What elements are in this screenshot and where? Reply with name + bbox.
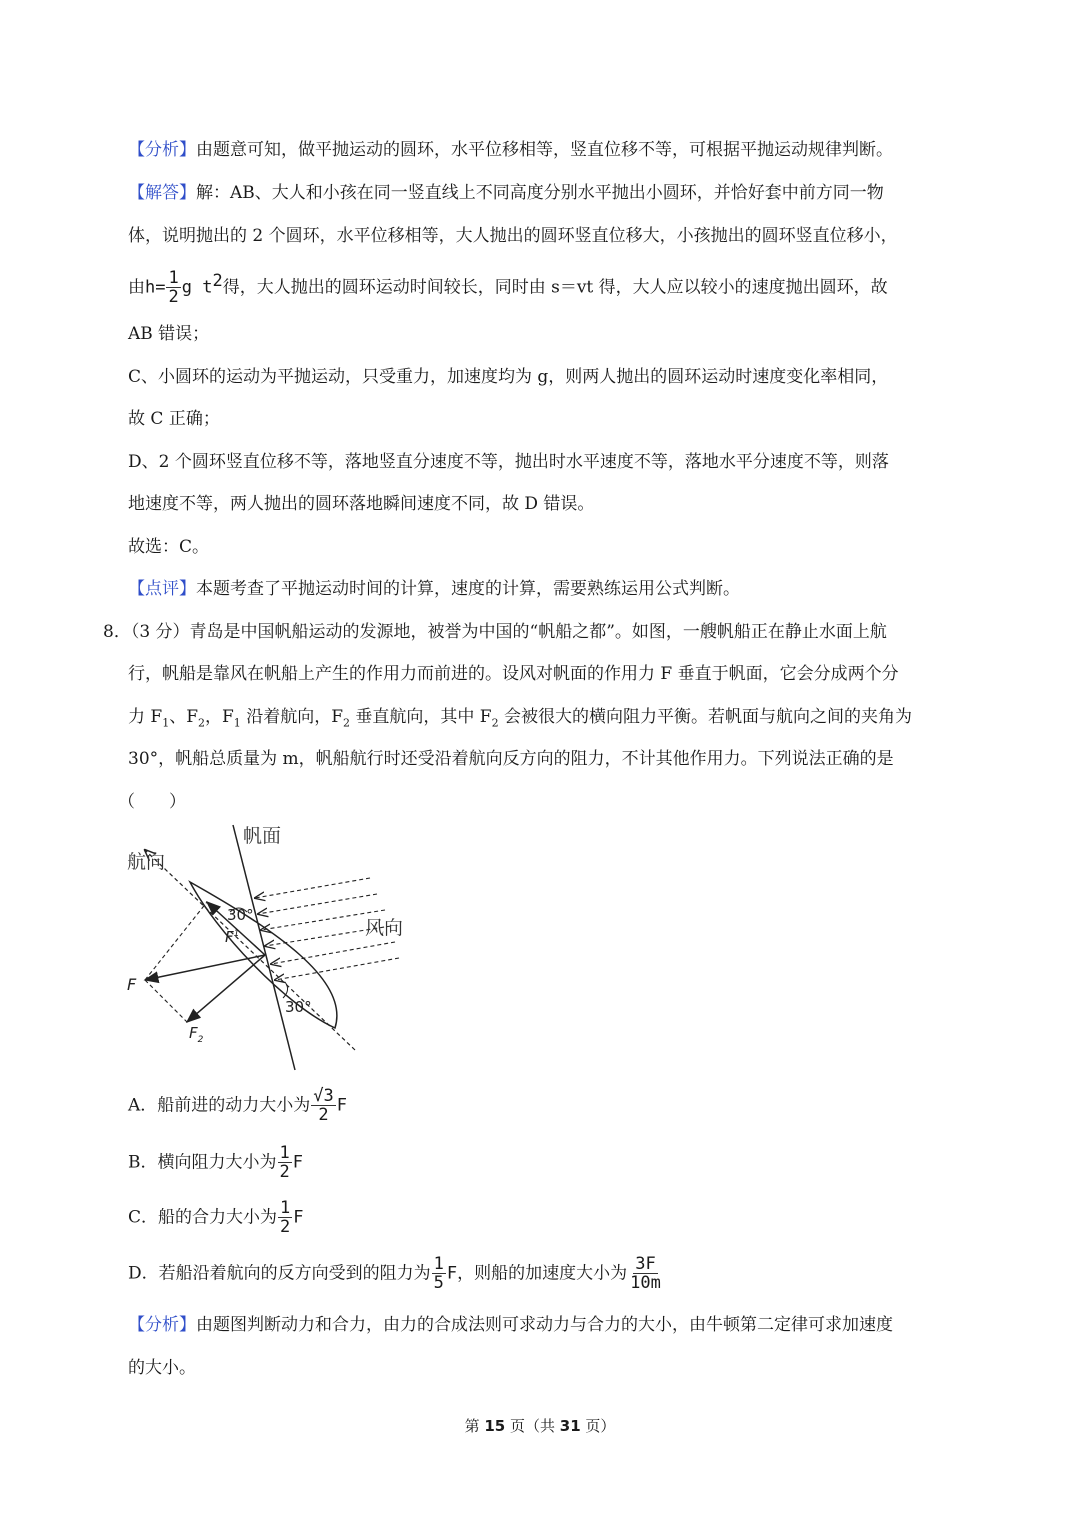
- q8-l3-sub1: 1: [162, 716, 170, 730]
- label-F2-main: F: [189, 1024, 198, 1042]
- option-d-den: 5: [433, 1273, 444, 1293]
- question-8-line-3: [128, 705, 912, 735]
- option-a-fraction: [311, 1088, 335, 1124]
- analysis-2-text-1: 由题图判断动力和合力，由力的合成法则可求动力与合力的大小，由牛顿第二定律可求加速度: [196, 1315, 893, 1335]
- option-d-mid: ，则船的加速度大小为: [457, 1263, 628, 1284]
- review-tag: 【点评】: [128, 579, 196, 599]
- answer-line-2: 体，说明抛出的 2 个圆环，水平位移相等，大人抛出的圆环竖直位移大，小孩抛出的圆环竖直位移小，: [128, 226, 898, 246]
- option-d-fraction-1: [432, 1256, 446, 1292]
- answer-line-6: 故 C 正确；: [128, 409, 220, 429]
- review-text: 本题考查了平抛运动时间的计算，速度的计算，需要熟练运用公式判断。: [196, 579, 740, 599]
- label-F2-sub: 2: [197, 1035, 204, 1045]
- q8-l3-sub3: 1: [233, 716, 241, 730]
- answer-text-1: 解：AB、大人和小孩在同一竖直线上不同高度分别水平抛出小圆环，并恰好套中前方同一物: [196, 183, 884, 203]
- analysis-2-tag: 【分析】: [128, 1315, 196, 1335]
- footer-page-number: 15: [484, 1417, 506, 1435]
- option-c-after: F: [293, 1207, 304, 1228]
- option-b-fraction: [278, 1145, 292, 1181]
- footer-total-pages: 31: [559, 1417, 581, 1435]
- answer-line-3: [128, 266, 888, 306]
- fraction-numerator: 1: [168, 268, 179, 289]
- option-b-den: 2: [279, 1162, 290, 1182]
- answer-tag: 【解答】: [128, 183, 196, 203]
- label-wind: 风向: [365, 917, 404, 939]
- q8-l3-sub5: 2: [491, 716, 499, 730]
- analysis-paragraph: [128, 138, 893, 162]
- option-a: [128, 1088, 347, 1124]
- page-footer: [0, 1416, 1080, 1436]
- question-8-line-2: 行，帆船是靠风在帆船上产生的作用力而前进的。设风对帆面的作用力 F 垂直于帆面，它会分成两个分: [128, 664, 899, 684]
- q8-l3-sub2: 2: [198, 716, 205, 730]
- question-text-1: （3 分）青岛是中国帆船运动的发源地，被誉为中国的“帆船之都”。如图，一艘帆船正在静止水面上航: [130, 622, 887, 642]
- answer-line-1: [128, 181, 884, 205]
- label-sail: 帆面: [243, 825, 282, 847]
- label-F1-main: F: [225, 928, 234, 946]
- review-paragraph: [128, 577, 740, 601]
- footer-mid: 页（共: [505, 1417, 560, 1435]
- analysis-text: 由题意可知，做平抛运动的圆环，水平位移相等，竖直位移不等，可根据平抛运动规律判断。: [196, 140, 893, 160]
- label-heading: 航向: [127, 851, 166, 873]
- answer-text-3-post: 得，大人抛出的圆环运动时间较长，同时由 s＝vt 得，大人应以较小的速度抛出圆环，故: [222, 277, 888, 298]
- option-d-num2: 3F: [635, 1254, 656, 1274]
- label-F: F: [127, 975, 137, 994]
- analysis-tag: 【分析】: [128, 140, 196, 160]
- q8-l3-c: ，F: [205, 707, 234, 727]
- question-8-line-4: 30°，帆船总质量为 m，帆船航行时还受沿着航向反方向的阻力，不计其他作用力。下列说法正确的是: [128, 749, 894, 769]
- q8-l3-a: 力 F: [128, 707, 163, 727]
- sail-line: [233, 825, 295, 1070]
- option-d-after: F: [446, 1263, 458, 1284]
- option-c-label: C．船的合力大小为: [128, 1207, 278, 1228]
- option-c: [128, 1200, 304, 1236]
- formula-exponent: 2: [212, 271, 223, 291]
- option-a-after: F: [336, 1095, 348, 1116]
- option-c-den: 2: [280, 1217, 291, 1237]
- footer-post: 页）: [580, 1417, 616, 1435]
- footer-pre: 第: [464, 1417, 485, 1435]
- option-b: [128, 1145, 303, 1181]
- force-F-arrow: [145, 955, 265, 980]
- parallelogram-side-2: [145, 980, 187, 1022]
- answer-line-7: D、2 个圆环竖直位移不等，落地竖直分速度不等，抛出时水平速度不等，落地水平分速度不等，则落: [128, 452, 889, 472]
- option-d-num: 1: [433, 1254, 444, 1274]
- q8-l3-b: 、F: [169, 707, 198, 727]
- q8-l3-e: 垂直航向，其中 F: [350, 707, 492, 727]
- analysis-2-line-2: 的大小。: [128, 1358, 196, 1378]
- answer-line-8: 地速度不等，两人抛出的圆环落地瞬间速度不同，故 D 错误。: [128, 494, 595, 514]
- answer-line-9: 故选：C。: [128, 537, 210, 557]
- fraction-denominator: 2: [168, 287, 179, 308]
- option-d-den2: 10m: [630, 1273, 661, 1293]
- option-a-den: 2: [318, 1105, 329, 1125]
- analysis-2-line-1: [128, 1313, 893, 1337]
- question-8-line-5: （ ）: [118, 792, 186, 812]
- heading-line: [145, 850, 355, 1050]
- label-F2: [189, 1024, 204, 1045]
- answer-line-5: C、小圆环的运动为平抛运动，只受重力，加速度均为 g，则两人抛出的圆环运动时速度变化率相同，: [128, 367, 889, 387]
- question-8-line-1: [103, 620, 887, 644]
- option-c-num: 1: [280, 1198, 291, 1218]
- force-F2-arrow: [187, 955, 265, 1022]
- option-a-num: √3: [313, 1086, 334, 1106]
- option-b-num: 1: [279, 1143, 290, 1163]
- question-number: 8．: [103, 622, 131, 642]
- formula-fraction: [166, 270, 180, 306]
- option-a-label: A．船前进的动力大小为: [128, 1095, 311, 1116]
- label-angle-top: 30°: [227, 906, 254, 924]
- answer-text-3-pre: 由: [128, 277, 145, 298]
- option-d: [128, 1256, 664, 1292]
- formula-gt: g t: [181, 277, 213, 298]
- label-angle-bottom: 30°: [285, 998, 312, 1016]
- q8-l3-sub4: 2: [343, 716, 350, 730]
- option-d-fraction-2: [628, 1256, 663, 1292]
- option-c-fraction: [278, 1200, 292, 1236]
- label-F1: [225, 928, 239, 946]
- option-b-after: F: [292, 1152, 303, 1173]
- label-F1-sub: 1: [233, 929, 240, 939]
- formula-h: h=: [145, 277, 166, 298]
- option-d-label: D．若船沿着航向的反方向受到的阻力为: [128, 1263, 431, 1284]
- answer-line-4: AB 错误；: [128, 324, 210, 344]
- option-b-label: B．横向阻力大小为: [128, 1152, 277, 1173]
- q8-l3-f: 会被很大的横向阻力平衡。若帆面与航向之间的夹角为: [498, 707, 913, 727]
- q8-l3-d: 沿着航向，F: [240, 707, 343, 727]
- sailboat-force-diagram: [115, 820, 415, 1080]
